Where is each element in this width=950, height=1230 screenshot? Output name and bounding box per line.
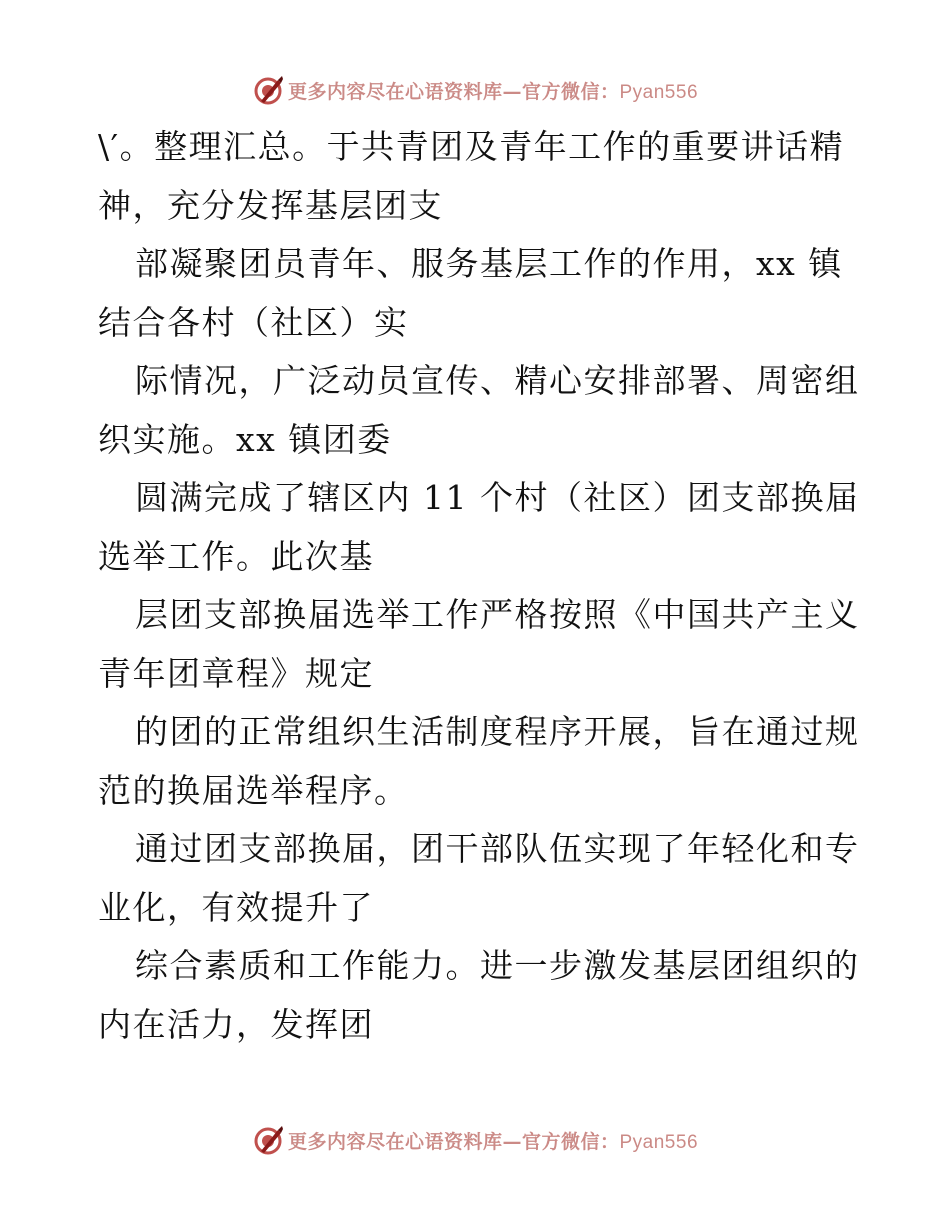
- header-watermark: [0, 72, 950, 108]
- footer-watermark: [0, 1122, 950, 1158]
- pen-seal-icon: [252, 74, 284, 106]
- text-line: 部凝聚团员青年、服务基层工作的作用，xx 镇: [135, 244, 843, 283]
- text-line: 范的换届选举程序。: [98, 770, 409, 810]
- watermark-title: 更多内容尽在心语资料库—官方微信：: [287, 1130, 620, 1153]
- text-line: 结合各村（社区）实: [98, 302, 409, 342]
- pen-seal-icon: [252, 1124, 284, 1156]
- text-line: 青年团章程》规定: [98, 653, 374, 693]
- text-line: 选举工作。此次基: [98, 536, 374, 576]
- text-line: 业化，有效提升了: [98, 887, 374, 927]
- watermark-text: [288, 77, 698, 104]
- text-line: 层团支部换届选举工作严格按照《中国共产主义: [135, 595, 860, 634]
- text-line: 织实施。xx 镇团委: [98, 419, 392, 459]
- text-line: 的团的正常组织生活制度程序开展，旨在通过规: [135, 712, 860, 751]
- watermark-title: 更多内容尽在心语资料库—官方微信：: [287, 80, 620, 103]
- text-line: 综合素质和工作能力。进一步激发基层团组织的: [135, 946, 860, 985]
- watermark-contact: Pyan556: [619, 81, 699, 103]
- document-body: [98, 118, 858, 1054]
- watermark-text: [288, 1127, 698, 1154]
- watermark-contact: Pyan556: [619, 1131, 699, 1153]
- text-line: 圆满完成了辖区内 11 个村（社区）团支部换届: [135, 478, 860, 517]
- text-line: 通过团支部换届，团干部队伍实现了年轻化和专: [135, 829, 860, 868]
- text-line: 内在活力，发挥团: [98, 1004, 374, 1044]
- text-line: 神，充分发挥基层团支: [98, 185, 443, 225]
- text-line: \′。整理汇总。于共青团及青年工作的重要讲话精: [98, 127, 845, 166]
- text-line: 际情况，广泛动员宣传、精心安排部署、周密组: [135, 361, 860, 400]
